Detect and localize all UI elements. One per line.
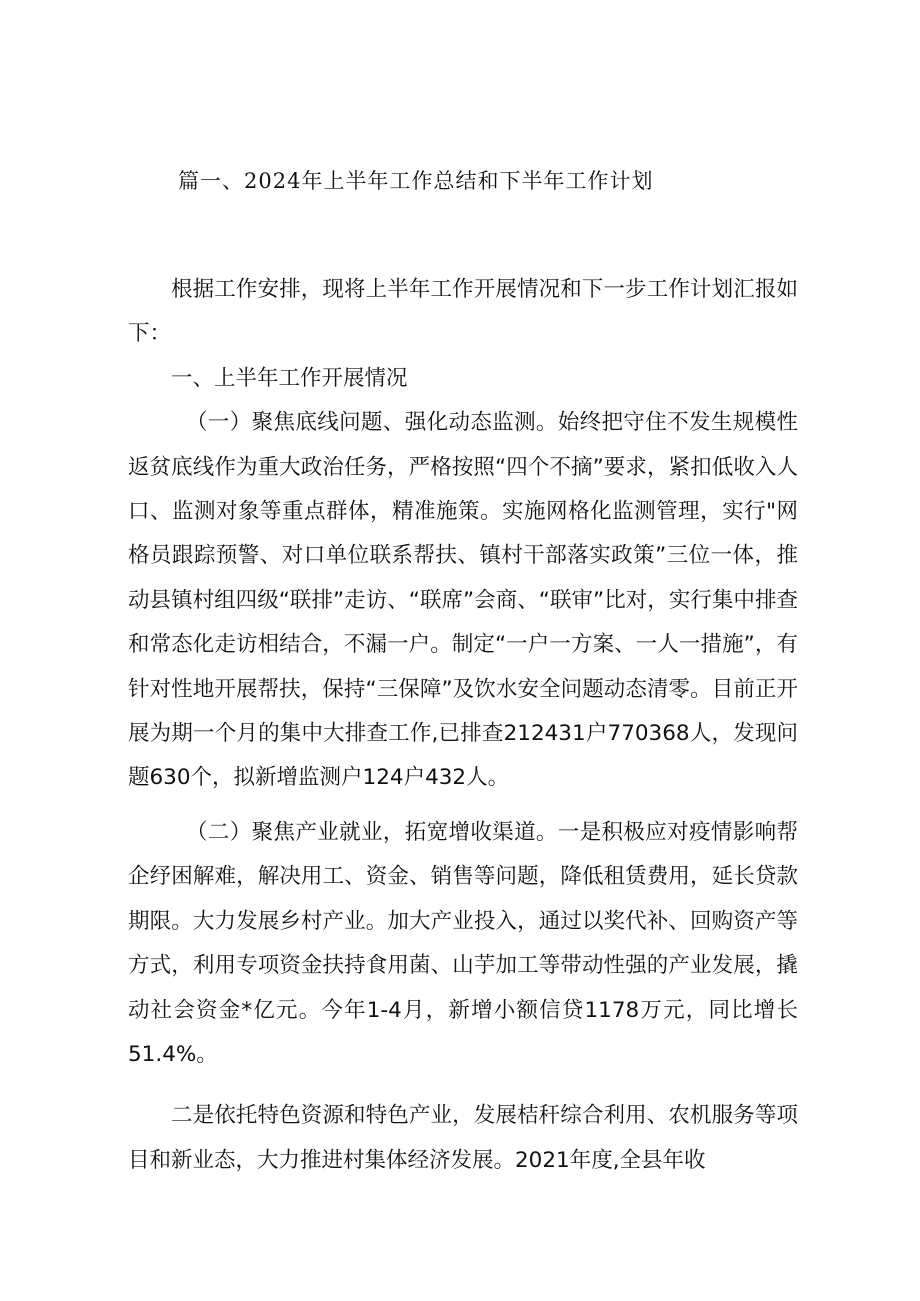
industry-paragraph: 二是依托特色资源和特色产业，发展桔秆综合利用、农机服务等项目和新业态，大力推进村集体经济发展。2021年度,全县年收: [128, 1103, 798, 1173]
intro-paragraph: 根据工作安排，现将上半年工作开展情况和下一步工作计划汇报如下：: [128, 277, 798, 347]
document-body: [128, 268, 798, 1183]
document-title: 篇一、2024年上半年工作总结和下半年工作计划: [178, 169, 654, 193]
subsection-two-paragraph: （二）聚焦产业就业，拓宽增收渠道。一是积极应对疫情影响帮企纾困解难，解决用工、资金、销售等问题，降低租赁费用，延长贷款期限。大力发展乡村产业。加大产业投入，通过以奖代补、回购资产等方式，利用专项资金扶持食用菌、山芋加工等带动性强的产业发展，撬动社会资金*亿元。今年1-4月，新增小额信贷1178万元，同比增长51.4%。: [128, 819, 798, 1067]
section-heading: 一、上半年工作开展情况: [171, 365, 408, 391]
subsection-one-paragraph: （一）聚焦底线问题、强化动态监测。始终把守住不发生规模性返贫底线作为重大政治任务，严格按照“四个不摘”要求，紧扣低收入人口、监测对象等重点群体，精准施策。实施网格化监测管理，实行"网格员跟踪预警、对口单位联系帮扶、镇村干部落实政策”三位一体，推动县镇村组四级“联排”走访、“联席”会商、“联审”比对，实行集中排查和常态化走访相结合，不漏一户。制定“一户一方案、一人一措施”，有针对性地开展帮扶，保持“三保障”及饮水安全问题动态清零。目前正开展为期一个月的集中大排查工作,已排查212431户770368人，发现问题630个，拟新增监测户124户432人。: [128, 410, 798, 791]
